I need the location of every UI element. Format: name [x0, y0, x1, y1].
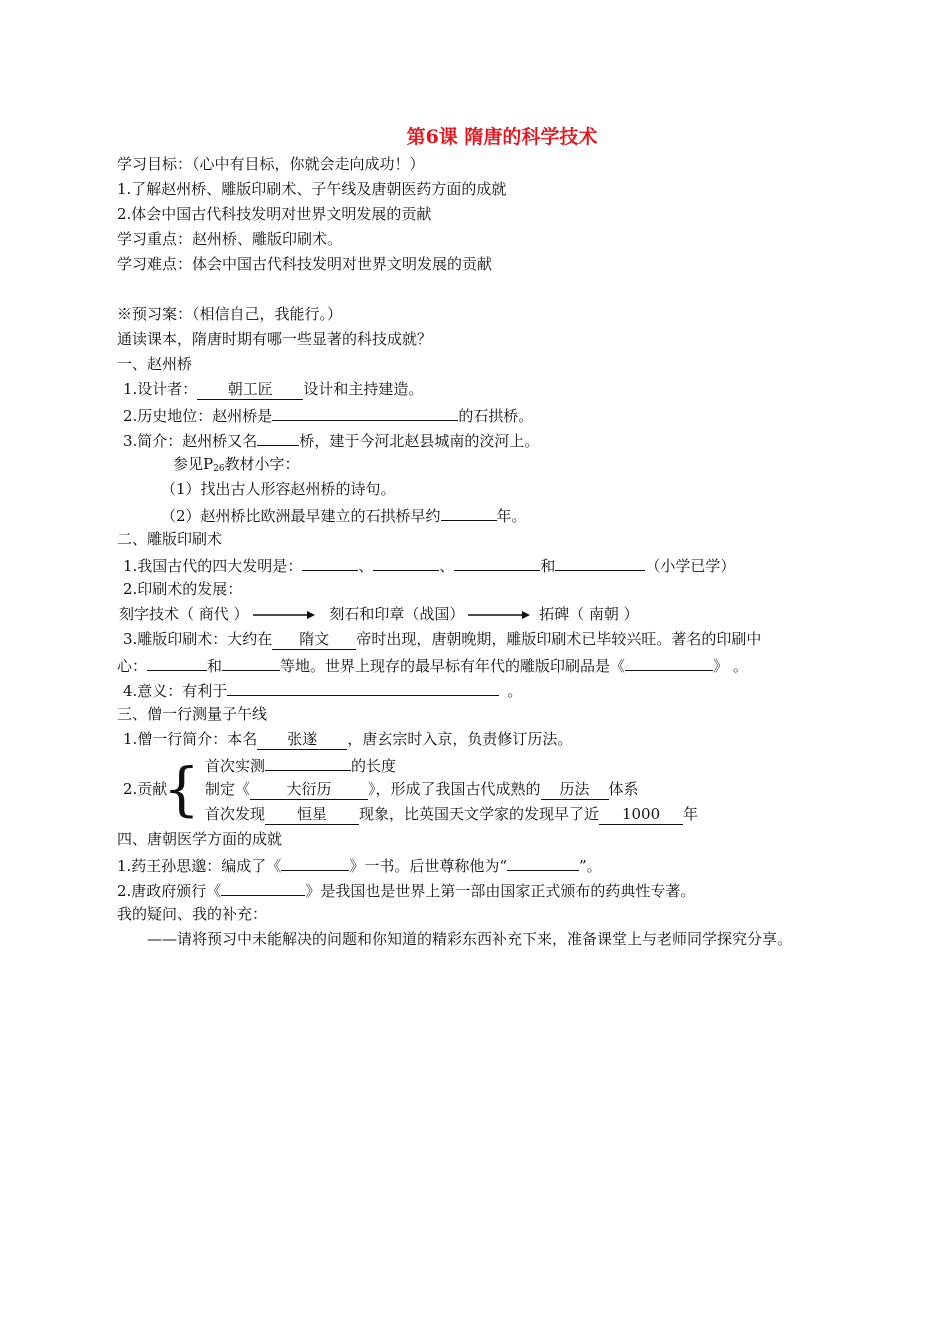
- s3-question-1: [117, 727, 847, 752]
- s2-q1-sep-2: 、: [439, 557, 455, 575]
- s1-sub2-text-post: 年。: [496, 507, 527, 525]
- s2-q3-blank-3[interactable]: [625, 652, 713, 671]
- s2-q1-blank-2[interactable]: [373, 552, 439, 571]
- s2-q3-l2-text: 心：: [117, 657, 148, 675]
- s3-q1-text: 1.僧一行简介：本名: [123, 730, 258, 748]
- s2-q1-blank-3[interactable]: [454, 552, 540, 571]
- s3-r2-answer-2-text: 历法: [559, 780, 590, 798]
- s4-q1-blank-2[interactable]: [507, 852, 579, 871]
- s1-q1-text-post: 设计和主持建造。: [303, 380, 424, 398]
- s1-ref-page: 26: [213, 464, 225, 474]
- s2-dev-stage-2: 刻石和印章（战国）: [329, 605, 465, 623]
- s1-q2-text: 2.历史地位：赵州桥是: [123, 407, 273, 425]
- s3-r3-text: 首次发现: [205, 805, 266, 823]
- s1-q1-text: 1.设计者：: [123, 380, 198, 398]
- s1-q2-blank[interactable]: [272, 402, 458, 421]
- s1-ref-text-post: 教材小字：: [224, 455, 300, 473]
- s2-question-2: 2.印刷术的发展：: [123, 580, 243, 598]
- s1-sub2-blank[interactable]: [441, 502, 497, 521]
- section-2-heading: 二、雕版印刷术: [117, 530, 223, 548]
- goal-2: 2.体会中国古代科技发明对世界文明发展的贡献: [117, 205, 432, 223]
- goals-heading: 学习目标：（心中有目标，你就会走向成功！）: [117, 155, 425, 173]
- s3-r2-text-mid: 》，形成了我国古代成熟的: [368, 780, 541, 798]
- s3-r3-text-post: 年: [683, 805, 699, 823]
- s1-q3-text-post: 桥，建于今河北赵县城南的洨河上。: [299, 432, 540, 450]
- page-title: 第6课 隋唐的科学技术: [406, 126, 598, 148]
- s2-q4-text: 4.意义：有利于: [123, 682, 228, 700]
- s2-q3-blank-2[interactable]: [222, 652, 280, 671]
- s1-sub-1: （1）找出古人形容赵州桥的诗句。: [161, 480, 396, 498]
- preview-question: 通读课本，隋唐时期有哪一些显著的科技成就？: [117, 330, 433, 348]
- section-4-heading: 四、唐朝医学方面的成就: [117, 830, 283, 848]
- s2-q3-blank-1[interactable]: [147, 652, 207, 671]
- s2-dev-stage-1: 刻字技术（ 商代 ）: [119, 605, 249, 623]
- s3-r3-answer: [265, 804, 359, 825]
- s3-r2-answer-text: 大衍历: [286, 780, 332, 798]
- s2-q1-blank-4[interactable]: [555, 552, 645, 571]
- s3-contribution-3: [205, 802, 698, 827]
- s1-sub-2: [117, 502, 847, 527]
- s1-question-1: [117, 377, 847, 402]
- s3-q1-answer-text: 张遂: [287, 730, 318, 748]
- s2-question-3-cont: [117, 652, 847, 677]
- s3-q1-answer: [257, 729, 347, 750]
- section-1-heading: 一、赵州桥: [117, 355, 193, 373]
- s4-q2-text: 2.唐政府颁行《: [117, 882, 222, 900]
- s3-r1-blank[interactable]: [265, 752, 351, 771]
- s2-q1-text: 1.我国古代的四大发明是：: [123, 557, 303, 575]
- s1-q3-blank[interactable]: [257, 427, 299, 446]
- s3-r2-text: 制定《: [205, 780, 251, 798]
- s3-r1-text: 首次实测: [205, 757, 266, 775]
- s3-r2-answer-2: [541, 779, 609, 800]
- s1-q3-text: 3.简介：赵州桥又名: [123, 432, 258, 450]
- s2-q1-blank-1[interactable]: [302, 552, 358, 571]
- s4-q2-text-post: 》是我国也是世界上第一部由国家正式颁布的药典性专著。: [305, 882, 696, 900]
- s3-r3-answer-text: 恒星: [297, 805, 328, 823]
- s4-question-1: [117, 852, 847, 877]
- s4-question-2: [117, 877, 847, 902]
- questions-text: ——请将预习中未能解决的问题和你知道的精彩东西补充下来，准备课堂上与老师同学探究分享。: [147, 930, 793, 948]
- s2-q3-l2-post: 》 。: [713, 657, 748, 675]
- s3-contribution-2: [205, 777, 698, 802]
- s1-reference: [117, 452, 847, 477]
- s3-q2-label: 2.贡献: [123, 780, 168, 798]
- s2-q3-answer-text: 隋文: [299, 630, 330, 648]
- s2-q4-text-post: 。: [507, 682, 523, 700]
- s1-ref-text: 参见P: [173, 455, 214, 473]
- s4-q1-text: 1.药王孙思邈：编成了《: [117, 857, 282, 875]
- preview-heading: ※预习案：（相信自己，我能行。）: [117, 305, 343, 323]
- questions-heading: 我的疑问、我的补充：: [117, 905, 268, 923]
- s1-question-3: [117, 427, 847, 452]
- s3-q1-text-post: ，唐玄宗时入京，负责修订历法。: [347, 730, 573, 748]
- s2-question-4: [117, 677, 847, 702]
- s3-r3-answer-2-text: 1000: [621, 805, 661, 823]
- s2-q1-and: 和: [540, 557, 556, 575]
- s4-q1-blank-1[interactable]: [281, 852, 349, 871]
- s3-r1-text-post: 的长度: [351, 757, 397, 775]
- s3-contribution-1: [205, 752, 698, 777]
- s3-r3-text-mid: 现象，比英国天文学家的发现早了近: [359, 805, 600, 823]
- document-page: [117, 122, 847, 952]
- s1-question-2: [117, 402, 847, 427]
- right-arrow-icon: [253, 610, 315, 620]
- s2-q3-answer: [272, 629, 356, 650]
- goal-1: 1.了解赵州桥、雕版印刷术、子午线及唐朝医药方面的成就: [117, 180, 507, 198]
- s2-q3-text: 3.雕版印刷术：大约在: [123, 630, 273, 648]
- difficulty: 学习难点：体会中国古代科技发明对世界文明发展的贡献: [117, 255, 493, 273]
- s2-q3-text-mid: 帝时出现，唐朝晚期，雕版印刷术已毕较兴旺。著名的印刷中: [356, 630, 762, 648]
- s3-contribution-rows: [205, 752, 698, 827]
- s4-q1-text-mid: 》一书。后世尊称他为“: [349, 857, 507, 875]
- curly-brace-icon: {: [163, 755, 200, 823]
- s3-r3-answer-2: [599, 804, 683, 825]
- s2-q1-sep-1: 、: [358, 557, 374, 575]
- s2-q3-l2-and: 和: [207, 657, 223, 675]
- s1-sub2-text: （2）赵州桥比欧洲最早建立的石拱桥早约: [161, 507, 441, 525]
- s2-question-1: [117, 552, 847, 577]
- s2-q3-l2-mid: 等地。世界上现存的最早标有年代的雕版印刷品是《: [280, 657, 626, 675]
- s4-q2-blank[interactable]: [221, 877, 305, 896]
- s3-r2-answer: [250, 779, 368, 800]
- key-point: 学习重点：赵州桥、雕版印刷术。: [117, 230, 343, 248]
- s1-q2-text-post: 的石拱桥。: [458, 407, 534, 425]
- s1-q1-answer-text: 朝工匠: [227, 380, 273, 398]
- right-arrow-icon: [468, 610, 530, 620]
- s1-q1-answer: [197, 379, 303, 400]
- s2-development-chain: [117, 602, 847, 627]
- s2-q1-text-post: （小学已学）: [645, 557, 736, 575]
- s2-q4-blank[interactable]: [227, 677, 499, 696]
- section-3-heading: 三、僧一行测量子午线: [117, 705, 268, 723]
- s3-r2-text-post: 体系: [608, 780, 639, 798]
- s3-contributions: [117, 752, 847, 827]
- s2-dev-stage-3: 拓碑（ 南朝 ）: [539, 605, 639, 623]
- s2-question-3: [117, 627, 847, 652]
- s4-q1-text-post: ”。: [579, 857, 602, 875]
